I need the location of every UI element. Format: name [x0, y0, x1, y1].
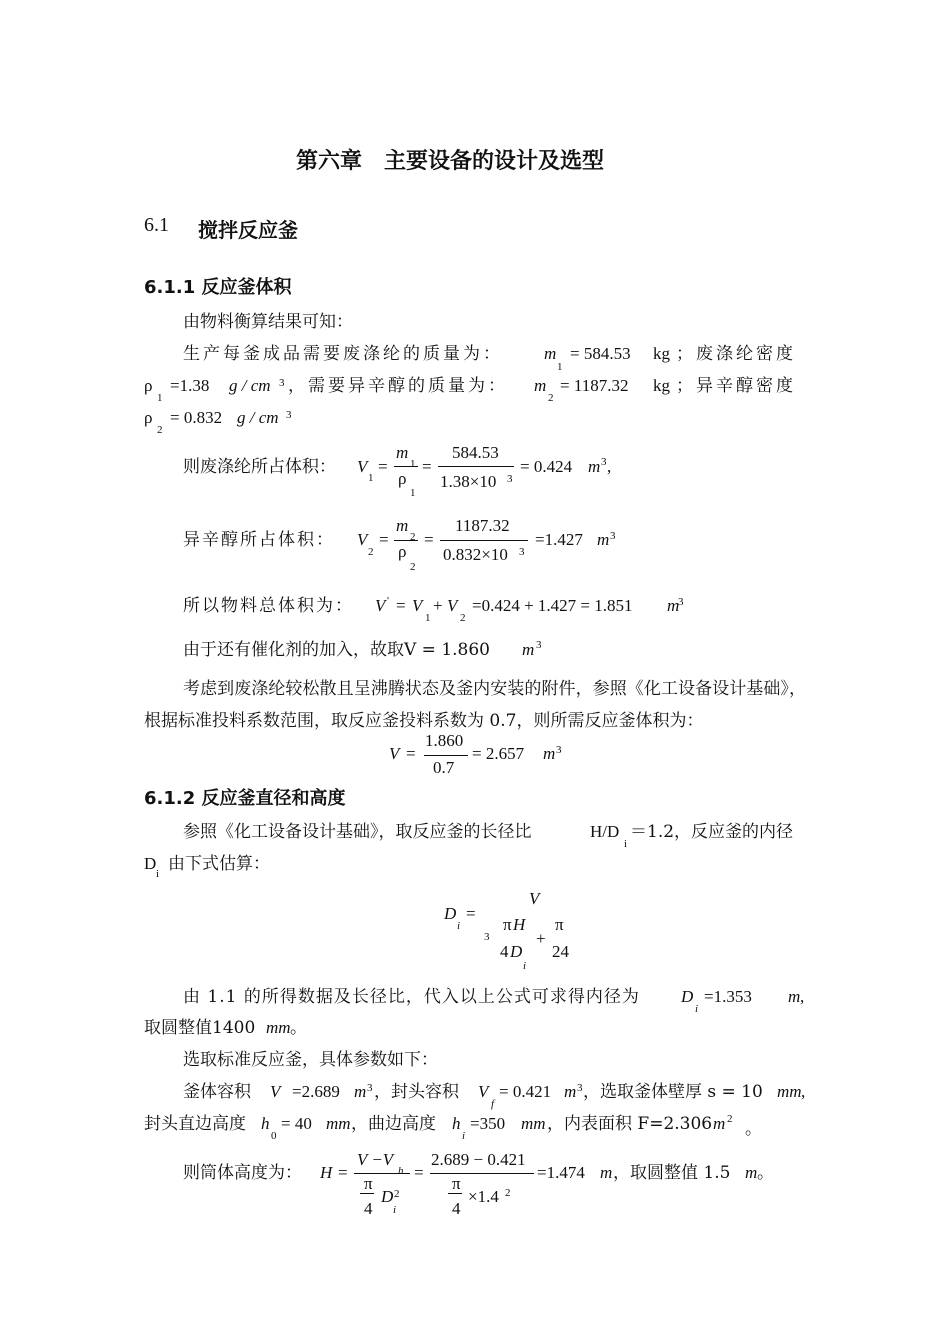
vr-unit: m	[543, 744, 556, 763]
math-rho1-value: =1.38	[170, 376, 210, 395]
math-di-sq-sub: i	[393, 1204, 397, 1216]
unit-cube-1: 3	[279, 377, 285, 389]
math-v2-sum: V	[447, 596, 458, 615]
unit-kg-1: kg	[653, 344, 670, 363]
di-result-unit: m	[788, 987, 801, 1006]
vt-unit: m	[667, 596, 680, 615]
section-6-1-1-title: 6.1.1 反应釜体积	[144, 277, 292, 298]
vr-numerator: 1.860	[425, 731, 464, 750]
math-di-label-sub: i	[156, 868, 160, 880]
math-di-sub: i	[457, 920, 461, 932]
v1-denominator: 1.38×10	[440, 472, 497, 491]
math-four-b: 4	[452, 1199, 461, 1218]
fraction-bar-m2-rho2	[394, 540, 418, 541]
chapter-title: 第六章 主要设备的设计及选型	[296, 149, 605, 174]
head-volume-label: ，封头容积	[374, 1082, 459, 1102]
math-eq-6: =	[406, 744, 416, 763]
v1-result-unit: m	[588, 457, 601, 476]
math-h0: h	[261, 1114, 270, 1133]
math-v-reactor: V	[389, 744, 400, 763]
di-result-value: =1.353	[704, 987, 752, 1006]
fraction-bar-h-numeric	[430, 1173, 534, 1174]
v2-denominator-exp: 3	[519, 546, 525, 558]
math-v-minus-vf: V −V	[357, 1150, 394, 1169]
fraction-bar-pi4-b	[448, 1193, 462, 1194]
hd-ratio-value: ＝1.2，反应釜的内径	[630, 822, 794, 842]
head-straight-height-label: 封头直边高度	[144, 1114, 246, 1134]
vt-label: 所以物料总体积为：	[183, 596, 354, 616]
math-m2-sub: 2	[548, 392, 554, 404]
unit-g-cm3-2: g / cm	[237, 408, 279, 427]
math-eq-4: =	[424, 530, 434, 549]
section-6-1-number: 6.1	[144, 214, 169, 236]
math-v-vessel: V	[270, 1082, 281, 1101]
wall-thickness-unit: mm	[777, 1082, 802, 1101]
math-eq-9: =	[414, 1163, 424, 1182]
math-rho2-frac-sub: 2	[410, 561, 416, 573]
inner-surface-area-unit-exp: 2	[727, 1113, 733, 1125]
hd-ratio-sub: i	[624, 838, 628, 850]
v2-numerator: 1187.32	[455, 516, 510, 535]
math-rho1-frac-sub: 1	[410, 487, 416, 499]
math-m2: m	[534, 376, 547, 395]
h-result-unit: m	[600, 1163, 613, 1182]
math-pi-over-4-a: π	[364, 1174, 373, 1193]
vessel-volume-unit: m	[354, 1082, 367, 1101]
math-di-label: D	[144, 854, 157, 873]
math-h: H	[513, 915, 526, 934]
math-di-result: D	[681, 987, 694, 1006]
math-v1-sum-sub: 1	[425, 612, 431, 624]
unit-kg-2: kg	[653, 376, 670, 395]
head-straight-height-value: = 40	[281, 1114, 312, 1133]
vr-result: = 2.657	[472, 744, 525, 763]
math-di: D	[444, 904, 457, 923]
math-v1-sum: V	[412, 596, 423, 615]
math-m1: m	[544, 344, 557, 363]
round-di-unit: mm	[266, 1018, 291, 1037]
math-v2-sum-sub: 2	[460, 612, 466, 624]
paragraph-substitution: 由 1.1 的所得数据及长径比，代入以上公式可求得内径为	[183, 987, 640, 1007]
h-round-unit: m	[745, 1163, 758, 1182]
math-rho2-value: = 0.832	[170, 408, 223, 427]
v2-result-unit: m	[597, 530, 610, 549]
v2-label: 异辛醇所占体积：	[183, 530, 335, 550]
fraction-bar-vr	[424, 755, 468, 756]
math-rho2-sub: 2	[157, 424, 163, 436]
math-di-den-sub: i	[523, 960, 527, 972]
paragraph-mass-pet: 生产每釜成品需要废涤纶的质量为：	[183, 344, 503, 364]
math-eq-2: =	[422, 457, 432, 476]
math-four-a: 4	[364, 1199, 373, 1218]
math-eq-7: =	[466, 904, 476, 923]
head-curved-height-label: ，曲边高度	[351, 1114, 436, 1134]
v1-result-unit-exp: 3	[601, 456, 607, 468]
section-6-1-2-title: 6.1.2 反应釜直径和高度	[144, 788, 346, 809]
paragraph-catalyst: 由于还有催化剂的加入，故取V = 1.860	[183, 640, 490, 660]
head-volume-value: = 0.421	[499, 1082, 552, 1101]
vr-denominator: 0.7	[433, 758, 455, 777]
math-hi-sub: i	[462, 1130, 466, 1142]
math-vprime: V	[375, 596, 386, 615]
round-di-end: 。	[290, 1018, 307, 1038]
math-eq-5: =	[396, 596, 406, 615]
v2-denominator: 0.832×10	[443, 545, 508, 564]
math-di-sq: D	[381, 1187, 394, 1206]
di-result-comma: ,	[800, 987, 805, 1006]
vr-unit-exp: 3	[556, 744, 562, 756]
vessel-volume-value: =2.689	[292, 1082, 340, 1101]
head-curved-height-value: =350	[470, 1114, 506, 1133]
v1-comma: ,	[607, 457, 612, 476]
h-result: =1.474	[537, 1163, 585, 1182]
v2-result-unit-exp: 3	[610, 530, 616, 542]
paragraph-aspect-ratio: 参照《化工设备设计基础》，取反应釜的长径比	[183, 822, 532, 842]
math-pi-h: π	[503, 915, 512, 934]
math-m2-frac-sub: 2	[410, 531, 416, 543]
math-rho1-sub: 1	[157, 392, 163, 404]
math-rho2: ρ	[144, 408, 153, 427]
math-v2: V	[357, 530, 368, 549]
math-pi: π	[555, 915, 564, 934]
v1-result: = 0.424	[520, 457, 573, 476]
h-denominator-exp: 2	[505, 1187, 511, 1199]
math-di-result-sub: i	[695, 1003, 699, 1015]
catalyst-unit: m	[522, 640, 535, 659]
math-rho1-frac: ρ	[398, 469, 407, 488]
math-vf: V	[478, 1082, 489, 1101]
fraction-bar-m1-rho1	[394, 466, 418, 467]
head-volume-unit-exp: 3	[577, 1082, 583, 1094]
v1-denominator-exp: 3	[507, 473, 513, 485]
math-vprime-mark: '	[387, 595, 389, 607]
wall-thickness-label: ，选取釜体壁厚 s = 10	[583, 1082, 763, 1102]
math-m1-sub: 1	[557, 361, 563, 373]
inner-surface-area-end: 。	[745, 1119, 762, 1138]
head-straight-height-unit: mm	[326, 1114, 351, 1133]
paragraph-mass-isooctanol: ，需要异辛醇的质量为：	[288, 376, 508, 396]
paragraph-material-balance: 由物料衡算结果可知：	[183, 312, 353, 332]
vessel-volume-unit-exp: 3	[367, 1082, 373, 1094]
paragraph-fill-coefficient: 考虑到废涤纶较松散且呈沸腾状态及釜内安装的附件，参照《化工设备设计基础》，根据标准投料系数范围，取反应釜投料系数为 0.7，则所需反应釜体积为：	[144, 679, 806, 731]
head-volume-unit: m	[564, 1082, 577, 1101]
math-m1-value: = 584.53	[570, 344, 631, 363]
math-m1-frac-sub: 1	[410, 458, 416, 470]
vessel-volume-label: 釜体容积	[183, 1082, 251, 1102]
math-rho1: ρ	[144, 376, 153, 395]
section-6-1-title: 搅拌反应釜	[198, 218, 298, 242]
math-vf-sub: f	[491, 1098, 495, 1110]
cylinder-height-label: 则筒体高度为：	[183, 1163, 302, 1183]
unit-g-cm3-1: g / cm	[229, 376, 271, 395]
math-di-den: D	[510, 942, 523, 961]
math-m2-frac: m	[396, 516, 409, 535]
paragraph-density-pet-label: ；废涤纶密度	[676, 344, 796, 364]
math-eq-8: =	[338, 1163, 348, 1182]
math-24: 24	[552, 942, 569, 961]
paragraph-round-di: 取圆整值1400	[144, 1018, 256, 1038]
fraction-bar-v1	[438, 466, 514, 467]
unit-cube-2: 3	[286, 409, 292, 421]
math-plus: +	[433, 596, 443, 615]
v1-label: 则废涤纶所占体积：	[183, 457, 336, 477]
catalyst-unit-exp: 3	[536, 639, 542, 651]
v1-numerator: 584.53	[452, 443, 499, 462]
paragraph-density-isooctanol-label: ；异辛醇密度	[676, 376, 796, 396]
paragraph-estimate: 由下式估算：	[168, 854, 270, 874]
h-round-end: 。	[757, 1163, 774, 1183]
v2-result: =1.427	[535, 530, 583, 549]
fraction-bar-h-symbolic	[354, 1173, 410, 1174]
math-m2-value: = 1187.32	[560, 376, 629, 395]
h-denominator: ×1.4	[468, 1187, 499, 1206]
h-round-text: ，取圆整值 1.5	[613, 1163, 731, 1183]
vt-expression: =0.424 + 1.427 = 1.851	[472, 596, 633, 615]
math-v-minus-vf-sub: h	[398, 1165, 404, 1177]
math-rho2-frac: ρ	[398, 542, 407, 561]
math-pi-over-4-b: π	[452, 1174, 461, 1193]
math-cube-root-index: 3	[484, 931, 490, 943]
math-v2-sub: 2	[368, 546, 374, 558]
head-curved-height-unit: mm	[521, 1114, 546, 1133]
wall-thickness-comma: ,	[801, 1082, 806, 1101]
vt-unit-exp: 3	[678, 596, 684, 608]
math-eq-1: =	[378, 457, 388, 476]
math-di-sq-exp: 2	[394, 1188, 400, 1200]
math-h0-sub: 0	[271, 1130, 277, 1142]
h-numerator: 2.689 − 0.421	[431, 1150, 526, 1169]
inner-surface-area-label: ，内表面积 F=2.306	[547, 1114, 713, 1134]
math-eq-3: =	[379, 530, 389, 549]
math-v1-sub: 1	[368, 472, 374, 484]
math-h-cyl: H	[320, 1163, 333, 1182]
paragraph-standard-reactor: 选取标准反应釜，具体参数如下：	[183, 1050, 438, 1070]
math-hi: h	[452, 1114, 461, 1133]
math-m1-frac: m	[396, 443, 409, 462]
math-v-num: V	[529, 889, 540, 908]
math-four: 4	[500, 942, 509, 961]
math-v1: V	[357, 457, 368, 476]
inner-surface-area-unit: m	[713, 1114, 726, 1133]
fraction-bar-v2	[440, 540, 528, 541]
math-plus-2: +	[536, 929, 546, 948]
hd-ratio: H/D	[590, 822, 620, 841]
fraction-bar-pi4-a	[360, 1193, 374, 1194]
